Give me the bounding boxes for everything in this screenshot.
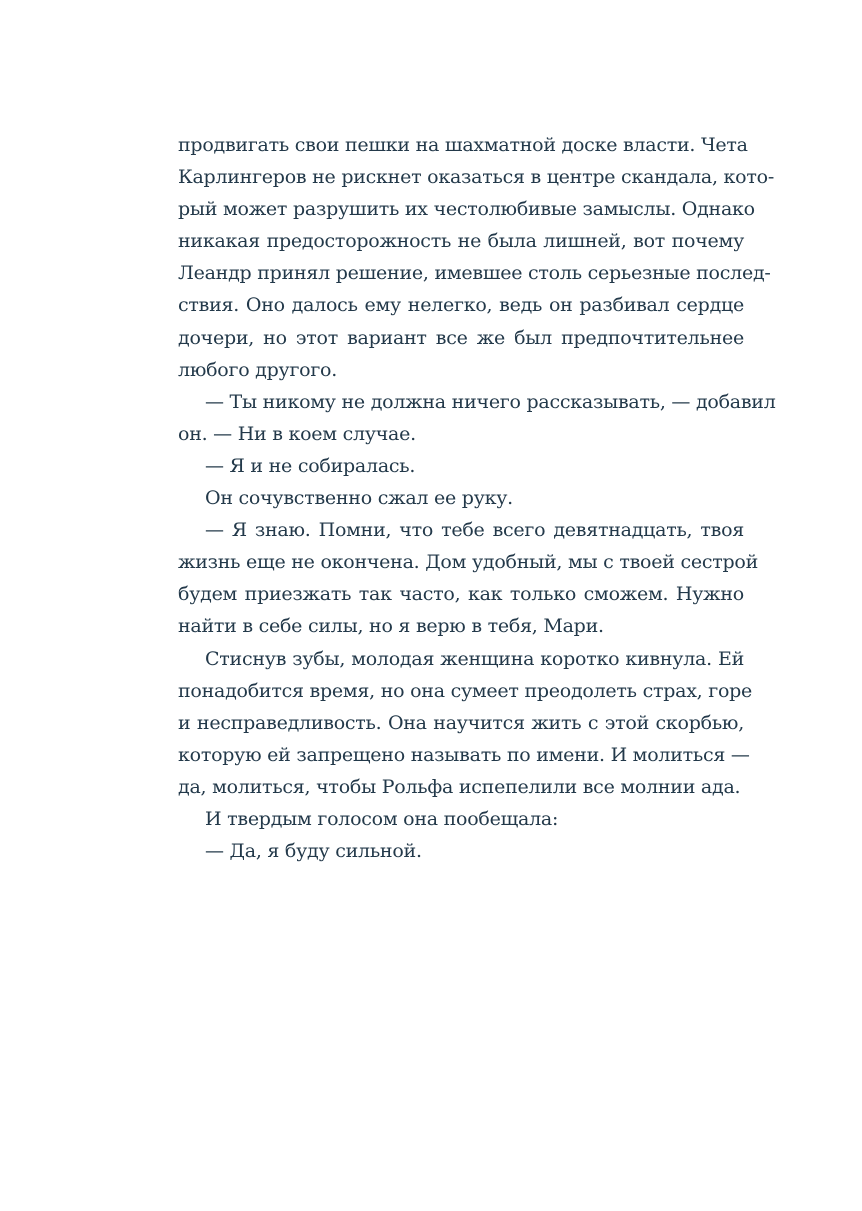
text-line: — Я знаю. Помни, что тебе всего девятнадцать, твоя (205, 519, 744, 542)
text-line: — Да, я буду сильной. (205, 840, 422, 863)
text-line: любого другого. (178, 358, 338, 381)
text-line: Леандр принял решение, имевшее столь серьезные послед- (178, 262, 771, 285)
text-line: дочери, но этот вариант все же был предпочтительнее (178, 326, 744, 349)
text-line: ствия. Оно далось ему нелегко, ведь он разбивал сердце (178, 294, 744, 317)
text-line: найти в себе силы, но я верю в тебя, Мари. (178, 615, 604, 638)
paragraph (178, 129, 774, 386)
paragraph (178, 643, 753, 803)
text-line: продвигать свои пешки на шахматной доске власти. Чета (178, 134, 748, 156)
paragraph (178, 514, 758, 642)
text-line: И твердым голосом она пообещала: (205, 807, 559, 830)
text-line: — Ты никому не должна ничего рассказывать, — добавил (205, 390, 776, 413)
body-text (178, 129, 776, 867)
text-line: да, молиться, чтобы Рольфа испепелили все молнии ада. (178, 775, 741, 798)
text-line: понадобится время, но она сумеет преодолеть страх, горе (178, 679, 753, 702)
text-line: которую ей запрещено называть по имени. И молиться — (178, 743, 750, 766)
text-line: жизнь еще не окончена. Дом удобный, мы с твоей сестрой (178, 551, 758, 574)
text-line: рый может разрушить их честолюбивые замыслы. Однако (178, 198, 755, 221)
text-line: и несправедливость. Она научится жить с этой скорбью, (178, 711, 744, 734)
text-line: Он сочувственно сжал ее руку. (205, 487, 513, 510)
paragraph (178, 482, 744, 514)
text-line: Карлингеров не рискнет оказаться в центре скандала, кото- (178, 166, 774, 189)
text-line: — Я и не собиралась. (205, 454, 416, 477)
text-line: будем приезжать так часто, как только сможем. Нужно (178, 583, 744, 606)
paragraph (178, 386, 776, 450)
text-line: Стиснув зубы, молодая женщина коротко кивнула. Ей (205, 647, 744, 670)
paragraph (178, 803, 744, 835)
paragraph (178, 450, 744, 482)
text-line: он. — Ни в коем случае. (178, 422, 416, 445)
paragraph (178, 835, 744, 867)
text-line: никакая предосторожность не была лишней, вот почему (178, 230, 744, 253)
